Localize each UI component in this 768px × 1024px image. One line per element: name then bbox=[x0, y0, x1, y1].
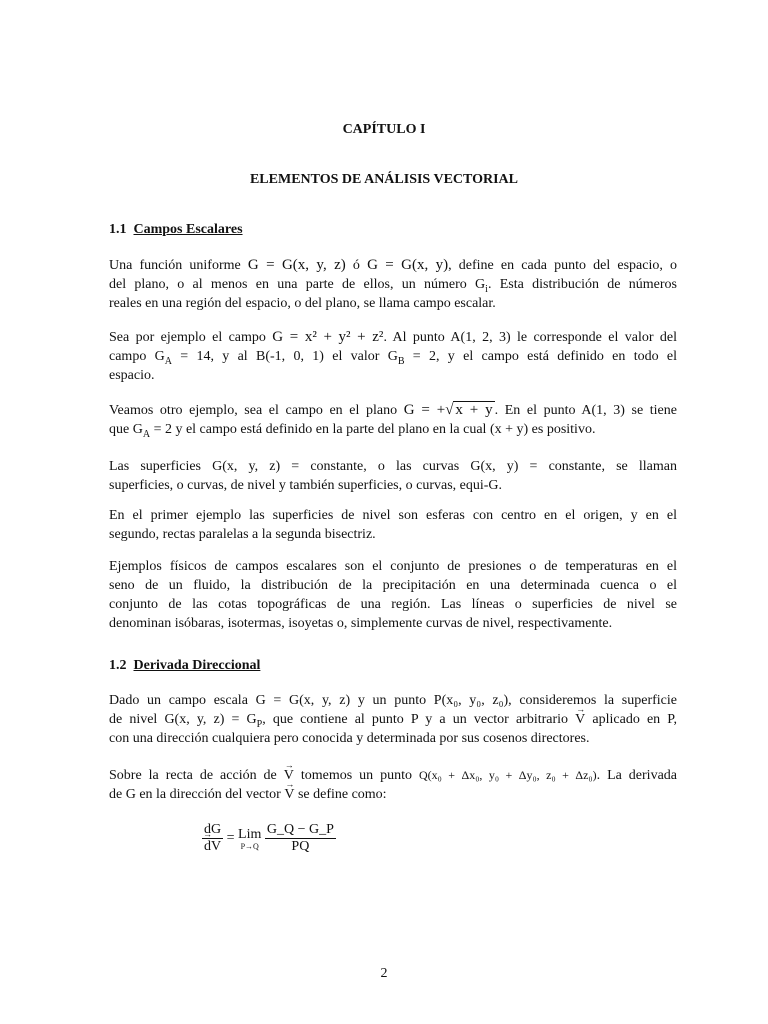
paragraph-3 bbox=[109, 401, 677, 439]
equation: Q(x₀ + Δx₀, y₀ + Δy₀, z₀ + Δz₀) bbox=[418, 768, 597, 782]
paragraph-6 bbox=[109, 557, 677, 633]
text: reales en una región del espacio, o del plano, se llama campo escalar. bbox=[109, 296, 496, 311]
limit-label: Lim bbox=[238, 826, 262, 842]
text: conjunto de las cotas topográficas de una región. Las líneas o superficies de nivel se bbox=[109, 597, 677, 612]
text: aplicado en P, bbox=[585, 712, 678, 727]
text: del plano, o al menos en una parte de ellos, un número G bbox=[109, 277, 486, 292]
text: de nivel G(x, y, z) = G bbox=[109, 712, 257, 727]
text: Dado un campo escala G = G(x, y, z) y un punto P(x₀, y₀, z₀), consideremos la superficie bbox=[109, 693, 677, 708]
text: que G bbox=[109, 422, 143, 437]
text: = 2, y el campo está definido en todo el bbox=[404, 349, 677, 364]
equation: G = x² + y² + z² bbox=[272, 329, 384, 345]
text: . En el punto A(1, 3) se tiene bbox=[494, 403, 677, 418]
text: superficies, o curvas, de nivel y también superficies, o curvas, equi-G. bbox=[109, 478, 503, 493]
vector-v: → V bbox=[284, 766, 294, 785]
section-heading-2 bbox=[109, 658, 260, 674]
text: . Esta distribución de números bbox=[487, 277, 677, 292]
text: se define como: bbox=[294, 787, 387, 802]
subscript: B bbox=[397, 355, 405, 367]
section-number: 1.1 bbox=[109, 222, 127, 237]
subscript: P bbox=[256, 718, 263, 730]
subscript: A bbox=[142, 428, 151, 440]
equation: G = G(x, y) bbox=[367, 257, 449, 273]
lhs-denominator: → dV bbox=[202, 839, 223, 855]
subscript: i bbox=[485, 283, 488, 295]
lhs-fraction bbox=[202, 822, 223, 855]
section-title: Campos Escalares bbox=[133, 222, 243, 237]
text: con una dirección cualquiera pero conocida y determinada por sus cosenos directores. bbox=[109, 731, 590, 746]
text: seno de un fluido, la distribución de la precipitación en una determinada cuenca o el bbox=[109, 578, 677, 593]
text: segundo, rectas paralelas a la segunda bisectriz. bbox=[109, 527, 376, 542]
text: Veamos otro ejemplo, sea el campo en el plano bbox=[109, 403, 404, 418]
equation: G = G(x, y, z) bbox=[247, 257, 346, 273]
lhs-numerator: dG bbox=[204, 822, 222, 837]
text: . Al punto A(1, 2, 3) le corresponde el valor del bbox=[383, 330, 677, 345]
equation: G = + bbox=[403, 402, 446, 418]
chapter-heading: CAPÍTULO I bbox=[342, 122, 426, 137]
page-number: 2 bbox=[380, 966, 388, 981]
vector-v: → V bbox=[284, 785, 294, 804]
limit-subscript: P→Q bbox=[240, 841, 259, 851]
equals-sign: = bbox=[226, 830, 235, 846]
rhs-fraction bbox=[265, 822, 336, 855]
text: denominan isóbaras, isotermas, isoyetas o, simplemente curvas de nivel, respectivamente. bbox=[109, 616, 613, 631]
text: , que contiene al punto P y a un vector arbitrario bbox=[262, 712, 576, 727]
text: . La derivada bbox=[596, 768, 677, 783]
limit bbox=[238, 827, 261, 851]
chapter-title: ELEMENTOS DE ANÁLISIS VECTORIAL bbox=[249, 172, 519, 187]
paragraph-8 bbox=[109, 766, 677, 804]
text: campo G bbox=[109, 349, 165, 364]
text: Ejemplos físicos de campos escalares son el conjunto de presiones o de temperaturas en el bbox=[109, 559, 677, 574]
paragraph-4 bbox=[109, 457, 677, 495]
rhs-denominator: PQ bbox=[291, 839, 310, 854]
directional-derivative-formula bbox=[202, 822, 362, 868]
text: Sobre la recta de acción de bbox=[109, 768, 284, 783]
paragraph-7 bbox=[109, 691, 677, 748]
text: espacio. bbox=[109, 368, 155, 383]
text: ó bbox=[345, 258, 368, 273]
paragraph-5 bbox=[109, 506, 677, 544]
text: En el primer ejemplo las superficies de nivel son esferas con centro en el origen, y en el bbox=[109, 508, 677, 523]
text: = 14, y al B(-1, 0, 1) el valor G bbox=[171, 349, 398, 364]
sqrt-symbol: √ bbox=[445, 402, 454, 418]
text: Una función uniforme bbox=[109, 258, 248, 273]
section-title: Derivada Direccional bbox=[133, 658, 261, 673]
text: tomemos un punto bbox=[293, 768, 419, 783]
paragraph-2 bbox=[109, 328, 677, 385]
radicand: x + y bbox=[455, 402, 493, 418]
section-number: 1.2 bbox=[109, 658, 127, 673]
text: de G en la dirección del vector bbox=[109, 787, 285, 802]
text: Sea por ejemplo el campo bbox=[109, 330, 273, 345]
section-heading-1 bbox=[109, 222, 243, 238]
rhs-numerator: G_Q − G_P bbox=[266, 822, 334, 837]
text: , define en cada punto del espacio, o bbox=[448, 258, 677, 273]
paragraph-1 bbox=[109, 256, 677, 313]
vector-v: → V bbox=[575, 710, 585, 729]
text: = 2 y el campo está definido en la parte del plano en la cual (x + y) es positivo. bbox=[150, 422, 596, 437]
text: Las superficies G(x, y, z) = constante, o las curvas G(x, y) = constante, se llaman bbox=[109, 459, 677, 474]
subscript: A bbox=[164, 355, 172, 367]
